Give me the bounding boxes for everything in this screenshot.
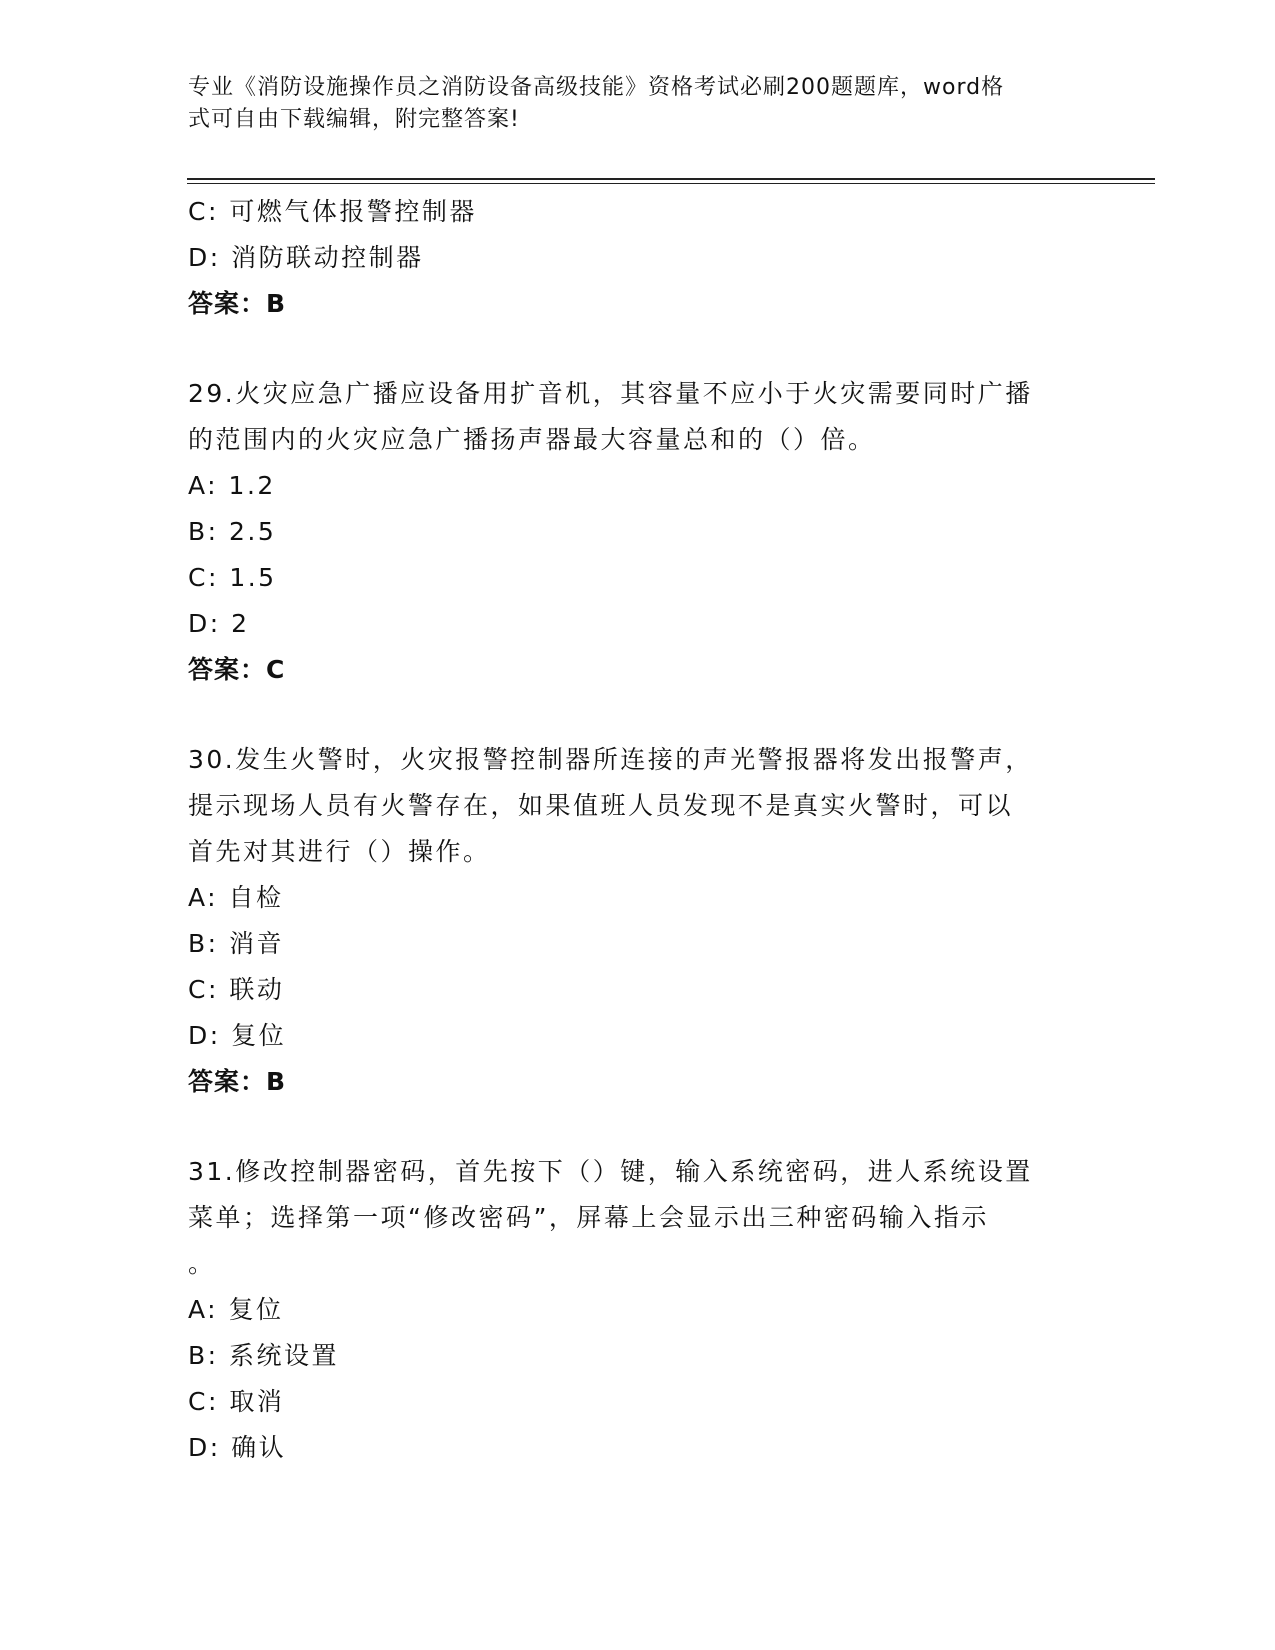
- header-line-2: 式可自由下载编辑，附完整答案!: [188, 107, 520, 132]
- option-d: D: 消防联动控制器: [188, 243, 424, 272]
- answer: 答案：B: [188, 289, 287, 318]
- answer: 答案：B: [188, 1067, 287, 1096]
- answer: 答案：C: [188, 655, 286, 684]
- option-a: A: 复位: [188, 1295, 284, 1324]
- option-c: C: 取消: [188, 1387, 285, 1416]
- question-stem-line: 首先对其进行（）操作。: [188, 837, 491, 866]
- option-d: D: 确认: [188, 1433, 287, 1462]
- previous-question-tail: [188, 189, 1088, 327]
- document-header: [188, 72, 1068, 136]
- question-stem-line: 提示现场人员有火警存在，如果值班人员发现不是真实火警时，可以: [188, 791, 1014, 820]
- option-a: A: 1.2: [188, 471, 276, 500]
- question-stem-line: 29.火灾应急广播应设备用扩音机，其容量不应小于火灾需要同时广播: [188, 379, 1033, 408]
- option-c: C: 联动: [188, 975, 285, 1004]
- option-b: B: 2.5: [188, 517, 277, 546]
- question-stem-line: 的范围内的火灾应急广播扬声器最大容量总和的（）倍。: [188, 425, 876, 454]
- question-31: [188, 1149, 1088, 1471]
- question-stem-line: 31.修改控制器密码，首先按下（）键，输入系统密码，进人系统设置: [188, 1157, 1033, 1186]
- question-30: [188, 737, 1088, 1105]
- question-content: [188, 189, 1088, 1471]
- spacer: [188, 327, 1088, 371]
- spacer: [188, 693, 1088, 737]
- option-b: B: 系统设置: [188, 1341, 340, 1370]
- question-29: [188, 371, 1088, 693]
- header-divider-thin: [187, 183, 1155, 184]
- question-stem-line: 。: [188, 1249, 216, 1278]
- question-stem-line: 30.发生火警时，火灾报警控制器所连接的声光警报器将发出报警声，: [188, 745, 1033, 774]
- option-c: C: 1.5: [188, 563, 277, 592]
- question-stem-line: 菜单；选择第一项“修改密码”，屏幕上会显示出三种密码输入指示: [188, 1203, 989, 1232]
- option-d: D: 2: [188, 609, 250, 638]
- header-line-1: 专业《消防设施操作员之消防设备高级技能》资格考试必刷200题题库，word格: [188, 75, 1005, 100]
- option-a: A: 自检: [188, 883, 284, 912]
- spacer: [188, 1105, 1088, 1149]
- header-divider-thick: [187, 178, 1155, 180]
- option-c: C: 可燃气体报警控制器: [188, 197, 477, 226]
- option-d: D: 复位: [188, 1021, 287, 1050]
- option-b: B: 消音: [188, 929, 285, 958]
